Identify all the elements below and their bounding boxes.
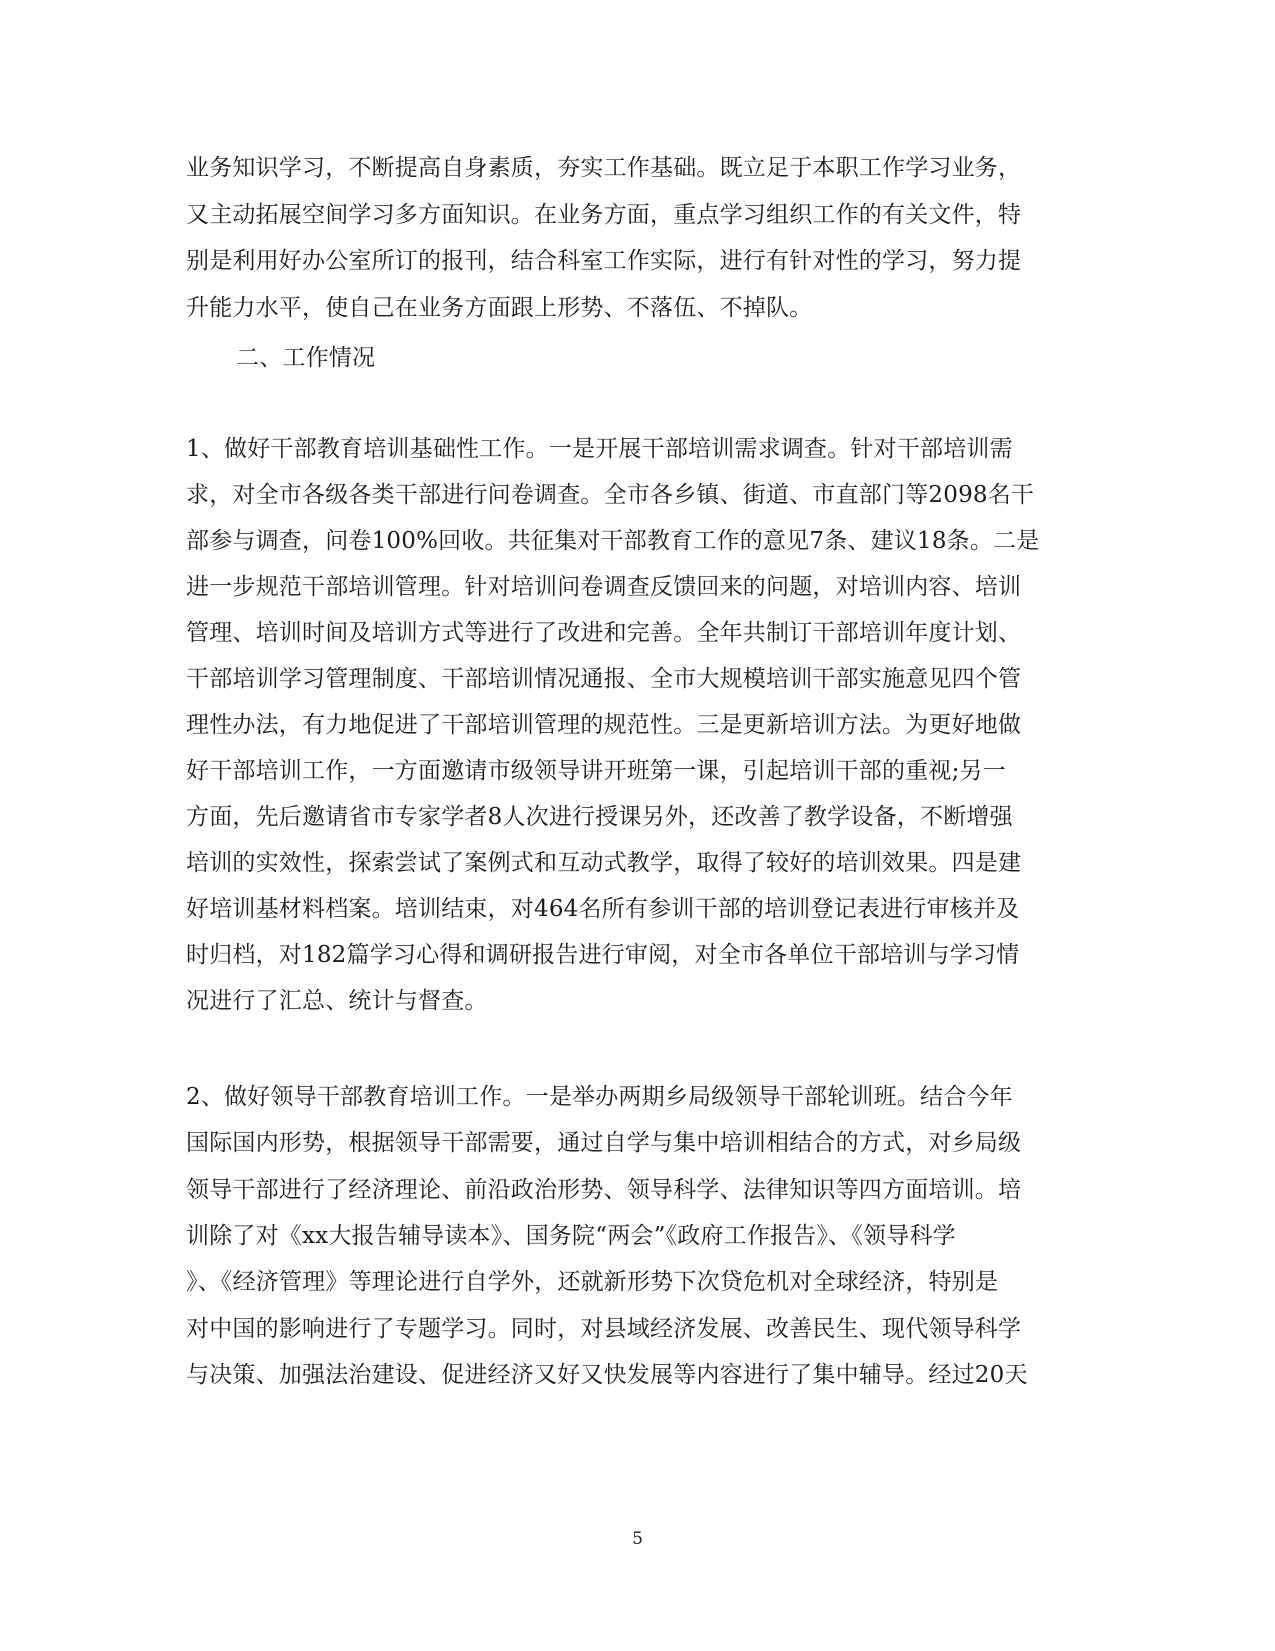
paragraph-line: 2、做好领导干部教育培训工作。一是举办两期乡局级领导干部轮训班。结合今年	[186, 1084, 1013, 1110]
paragraph-line: 好干部培训工作，一方面邀请市级领导讲开班第一课，引起培训干部的重视;另一	[186, 758, 1006, 784]
paragraph-line: 时归档，对182篇学习心得和调研报告进行审阅，对全市各单位干部培训与学习情	[186, 942, 1020, 968]
paragraph-line: 对中国的影响进行了专题学习。同时，对县域经济发展、改善民生、现代领导科学	[186, 1315, 1022, 1342]
paragraph-line: 进一步规范干部培训管理。针对培训问卷调查反馈回来的问题，对培训内容、培训	[186, 574, 1022, 600]
paragraph-line: 又主动拓展空间学习多方面知识。在业务方面，重点学习组织工作的有关文件，特	[186, 201, 1022, 228]
paragraph-line: 业务知识学习，不断提高自身素质，夯实工作基础。既立足于本职工作学习业务，	[186, 155, 1022, 181]
page-number: 5	[632, 1529, 643, 1549]
paragraph-line: 培训的实效性，探索尝试了案例式和互动式教学，取得了较好的培训效果。四是建	[186, 850, 1022, 876]
section-heading: 二、工作情况	[236, 345, 376, 371]
paragraph-line: 好培训基材料档案。培训结束，对464名所有参训干部的培训登记表进行审核并及	[186, 896, 1020, 922]
paragraph-line: 部参与调查，问卷100%回收。共征集对干部教育工作的意见7条、建议18条。二是	[186, 528, 1040, 554]
paragraph-line: 》、《经济管理》等理论进行自学外，还就新形势下次贷危机对全球经济，特别是	[186, 1269, 999, 1296]
paragraph-line: 干部培训学习管理制度、干部培训情况通报、全市大规模培训干部实施意见四个管	[186, 666, 1022, 692]
paragraph-line: 1、做好干部教育培训基础性工作。一是开展干部培训需求调查。针对干部培训需	[186, 436, 1013, 462]
paragraph-line: 况进行了汇总、统计与督查。	[186, 988, 488, 1014]
paragraph-line: 训除了对《xx大报告辅导读本》、国务院“两会”《政府工作报告》、《领导科学	[186, 1222, 956, 1249]
paragraph-line: 理性办法，有力地促进了干部培训管理的规范性。三是更新培训方法。为更好地做	[186, 712, 1022, 738]
paragraph-line: 别是利用好办公室所订的报刊，结合科室工作实际，进行有针对性的学习，努力提	[186, 248, 1022, 275]
paragraph-line: 与决策、加强法治建设、促进经济又好又快发展等内容进行了集中辅导。经过20天	[186, 1361, 1028, 1388]
paragraph-line: 升能力水平，使自己在业务方面跟上形势、不落伍、不掉队。	[186, 295, 813, 322]
paragraph-line: 求，对全市各级各类干部进行问卷调查。全市各乡镇、街道、市直部门等2098名干	[186, 482, 1035, 508]
paragraph-line: 管理、培训时间及培训方式等进行了改进和完善。全年共制订干部培训年度计划、	[186, 620, 1022, 646]
paragraph-line: 方面，先后邀请省市专家学者8人次进行授课另外，还改善了教学设备，不断增强	[186, 804, 1013, 830]
paragraph-line: 领导干部进行了经济理论、前沿政治形势、领导科学、法律知识等四方面培训。培	[186, 1176, 1022, 1203]
paragraph-line: 国际国内形势，根据领导干部需要，通过自学与集中培训相结合的方式，对乡局级	[186, 1130, 1022, 1157]
